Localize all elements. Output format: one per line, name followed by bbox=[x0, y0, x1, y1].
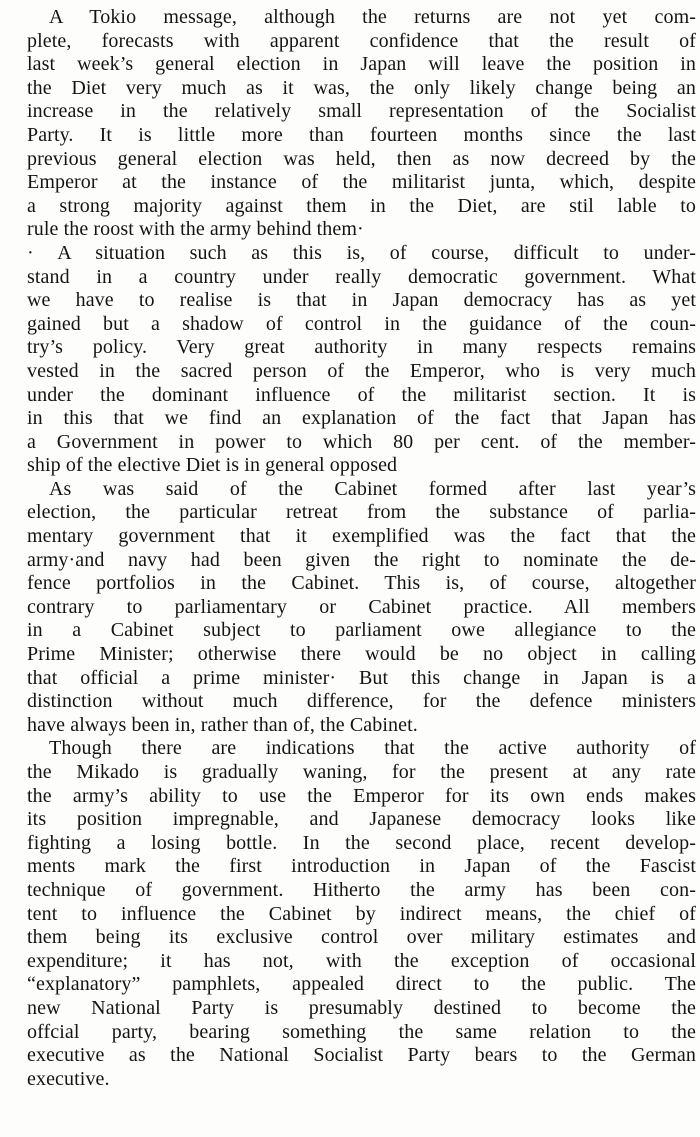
text-line: Emperor at the instance of the militarist junta, which, despite bbox=[27, 171, 696, 194]
text-line: executive. bbox=[27, 1067, 110, 1090]
text-line: in this that we find an explanation of the fact that Japan has bbox=[27, 407, 696, 430]
text-line: fighting a losing bottle. In the second place, recent develop- bbox=[27, 831, 696, 854]
paragraph-3 bbox=[27, 478, 696, 738]
text-line: new National Party is presumably destined to become the bbox=[27, 996, 696, 1019]
text-line: we have to realise is that in Japan democracy has as yet bbox=[27, 289, 696, 312]
text-line: Prime Minister; otherwise there would be no object in calling bbox=[27, 643, 696, 666]
text-line: its position impregnable, and Japanese democracy looks like bbox=[27, 808, 696, 831]
text-line: a Government in power to which 80 per cent. of the member- bbox=[27, 430, 696, 453]
text-line: contrary to parliamentary or Cabinet practice. All members bbox=[27, 595, 696, 618]
text-line: the army’s ability to use the Emperor for its own ends makes bbox=[27, 784, 696, 807]
text-line: As was said of the Cabinet formed after last year’s bbox=[49, 477, 696, 500]
text-line: Though there are indications that the active authority of bbox=[49, 737, 696, 760]
text-line: stand in a country under really democratic government. What bbox=[27, 265, 696, 288]
paragraph-4 bbox=[27, 737, 696, 1091]
text-line: the Diet very much as it was, the only likely change being an bbox=[27, 76, 696, 99]
text-line: a strong majority against them in the Diet, are stil lable to bbox=[27, 194, 696, 217]
text-line: A Tokio message, although the returns are not yet com- bbox=[49, 6, 696, 28]
text-line: the Mikado is gradually waning, for the present at any rate bbox=[27, 761, 696, 783]
text-line: executive as the National Socialist Party bears to the German bbox=[27, 1044, 696, 1067]
text-line: rule the roost with the army behind them· bbox=[27, 218, 364, 241]
text-line: gained but a shadow of control in the guidance of the coun- bbox=[27, 312, 696, 335]
text-line: Party. It is little more than fourteen months since the last bbox=[27, 123, 696, 146]
text-line: election, the particular retreat from the substance of parlia- bbox=[27, 501, 696, 524]
text-line: them being its exclusive control over military estimates and bbox=[27, 926, 696, 949]
text-line: “explanatory” pamphlets, appealed direct to the public. The bbox=[27, 973, 696, 996]
text-line: plete, forecasts with apparent confidence that the result of bbox=[27, 29, 696, 52]
text-line: technique of government. Hitherto the army has been con- bbox=[27, 878, 696, 901]
text-line: in a Cabinet subject to parliament owe allegiance to the bbox=[27, 619, 696, 642]
text-line: previous general election was held, then as now decreed by the bbox=[27, 147, 696, 170]
text-line: have always been in, rather than of, the Cabinet. bbox=[27, 713, 418, 736]
text-line: ments mark the first introduction in Japan of the Fascist bbox=[27, 855, 696, 878]
text-line: vested in the sacred person of the Emperor, who is very much bbox=[27, 359, 696, 382]
paragraph-2 bbox=[27, 242, 696, 478]
text-line: fence portfolios in the Cabinet. This is, of course, altogether bbox=[27, 572, 696, 595]
text-line: increase in the relatively small representation of the Socialist bbox=[27, 100, 696, 123]
text-line: under the dominant influence of the militarist section. It is bbox=[27, 383, 696, 406]
text-line: · A situation such as this is, of course, difficult to under- bbox=[27, 241, 696, 264]
text-line: army·and navy had been given the right to nominate the de- bbox=[27, 548, 696, 571]
text-line: try’s policy. Very great authority in many respects remains bbox=[27, 336, 696, 359]
text-line: last week’s general election in Japan will leave the position in bbox=[27, 53, 696, 76]
text-line: mentary government that it exemplified was the fact that the bbox=[27, 525, 696, 548]
text-line: that official a prime minister· But this change in Japan is a bbox=[27, 666, 696, 689]
text-line: expenditure; it has not, with the exception of occasional bbox=[27, 949, 696, 972]
text-line: ship of the elective Diet is in general opposed bbox=[27, 454, 398, 477]
text-line: offcial party, bearing something the same relation to the bbox=[27, 1020, 696, 1043]
text-line: tent to influence the Cabinet by indirect means, the chief of bbox=[27, 902, 696, 925]
text-line: distinction without much difference, for the defence ministers bbox=[27, 690, 696, 713]
paragraph-1 bbox=[27, 6, 696, 242]
